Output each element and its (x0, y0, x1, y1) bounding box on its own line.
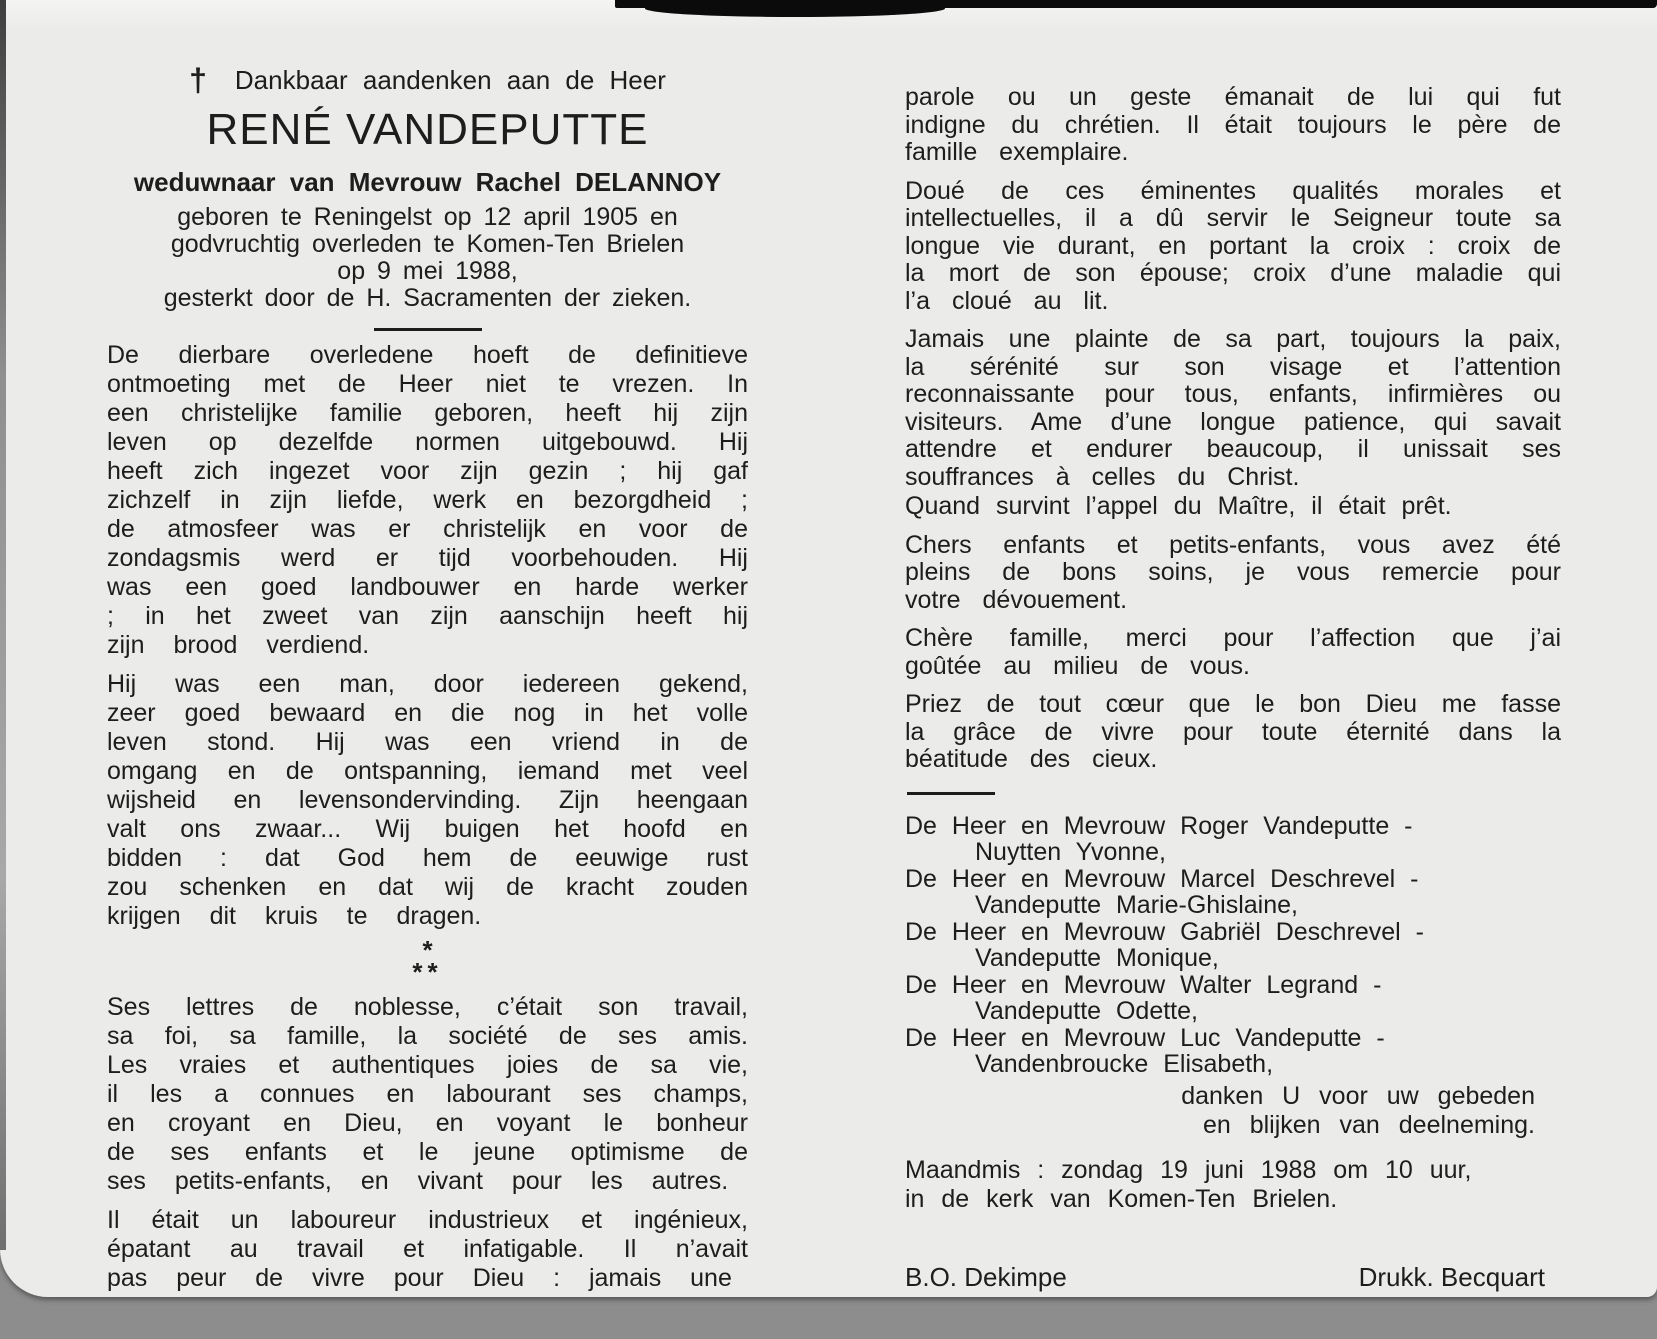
paragraph: Ses lettres de noblesse, c’était son travail, sa foi, sa famille, la société de ses amis. Les vraies et authentiques joies de sa vie, il les a connues en labourant ses champs, en croyant en Dieu, en voyant le bonheur de ses enfants et le jeune optimisme de ses petits-enfants, en vivant pour les autres. (107, 993, 748, 1195)
life-line: gesterkt door de H. Sacramenten der zieken. (163, 284, 692, 312)
relation-line: weduwnaar van Mevrouw Rachel DELANNOY (133, 167, 722, 197)
life-dates-block (107, 204, 748, 312)
paragraph: Jamais une plainte de sa part, toujours la paix, la sérénité sur son visage et l’attention reconnaissante pour tous, enfants, infirmières ou visiteurs. Ame d’une longue patience, qui savait attendre et endurer beaucoup, il unissait ses souffrances à celles du Christ. (905, 325, 1561, 491)
cross-icon: † (189, 62, 207, 98)
printer-imprint: Drukk. Becquart (1358, 1262, 1545, 1292)
thanks-line: danken U voor uw gebeden (1181, 1081, 1535, 1110)
family-spouse: Vandeputte Monique, (975, 944, 1219, 972)
paragraph: Doué de ces éminentes qualités morales et intellectuelles, il a dû servir le Seigneur toute sa longue vie durant, en portant la croix : croix de la mort de son épouse; croix d’une maladie qui l’a cloué au lit. (905, 176, 1561, 315)
mass-line: Maandmis : zondag 19 juni 1988 om 10 uur, (905, 1155, 1472, 1184)
family-entry (905, 919, 1561, 972)
dedication-line (107, 60, 748, 97)
family-spouse: Vandeputte Odette, (975, 997, 1198, 1025)
life-line: godvruchtig overleden te Komen-Ten Brielen (170, 230, 685, 258)
paragraph: Priez de tout cœur que le bon Dieu me fasse la grâce de vivre pour toute éternité dans la béatitude des cieux. (905, 690, 1561, 773)
paragraph: Quand survint l’appel du Maître, il était prêt. (905, 492, 1452, 520)
family-couple: De Heer en Mevrouw Luc Vandeputte - (905, 1023, 1385, 1052)
deceased-name: RENÉ VANDEPUTTE (206, 105, 649, 154)
paragraph: De dierbare overledene hoeft de definitieve ontmoeting met de Heer niet te vrezen. In een christelijke familie geboren, heeft hij zijn leven op dezelfde normen uitgebouwd. Hij heeft zich ingezet voor zijn gezin ; hij gaf zichzelf in zijn liefde, werk en bezorgdheid ; de atmosfeer was er christelijk en voor de zondagsmis werd er tijd voorbehouden. Hij was een goed landbouwer en harde werker ; in het zweet van zijn aanschijn heeft hij zijn brood verdiend. (107, 341, 748, 659)
asterisk-ornament (107, 935, 748, 987)
family-couple: De Heer en Mevrouw Marcel Deschrevel - (905, 864, 1419, 893)
ornament-top: * (422, 935, 433, 965)
publisher-imprint: B.O. Dekimpe (905, 1262, 1067, 1292)
scan-left-edge-artifact (0, 0, 6, 1250)
family-spouse: Vandeputte Marie-Ghislaine, (975, 891, 1298, 919)
family-entry (905, 972, 1561, 1025)
scan-edge-artifact-bump (645, 0, 945, 17)
thanks-block (905, 1082, 1561, 1140)
mass-announcement (905, 1156, 1561, 1214)
left-page (107, 60, 748, 1293)
paragraph: Chers enfants et petits-enfants, vous avez été pleins de bons soins, je vous remercie pour votre dévouement. (905, 530, 1561, 614)
mass-line: in de kerk van Komen-Ten Brielen. (905, 1184, 1338, 1213)
life-line: op 9 mei 1988, (337, 257, 518, 285)
family-couple: De Heer en Mevrouw Gabriël Deschrevel - (905, 917, 1425, 946)
family-list (905, 813, 1561, 1078)
family-entry (905, 813, 1561, 866)
family-spouse: Vandenbroucke Elisabeth, (975, 1050, 1274, 1078)
paragraph: Chère famille, merci pour l’affection que j’ai goûtée au milieu de vous. (905, 624, 1561, 680)
life-line: geboren te Reningelst op 12 april 1905 en (177, 203, 678, 231)
family-couple: De Heer en Mevrouw Walter Legrand - (905, 970, 1382, 999)
family-entry (905, 1025, 1561, 1078)
family-couple: De Heer en Mevrouw Roger Vandeputte - (905, 811, 1413, 840)
section-divider (907, 792, 995, 795)
family-entry (905, 866, 1561, 919)
thanks-line: en blijken van deelneming. (1202, 1110, 1535, 1139)
right-page (905, 84, 1561, 1214)
paragraph: Il était un laboureur industrieux et ingénieux, épatant au travail et infatigable. Il n’avait pas peur de vivre pour Dieu : jamais une (107, 1206, 748, 1292)
paragraph: parole ou un geste émanait de lui qui fut indigne du chrétien. Il était toujours le père de famille exemplaire. (905, 83, 1561, 166)
section-divider (374, 328, 482, 331)
paragraph: Hij was een man, door iedereen gekend, zeer goed bewaard en die nog in het volle leven stond. Hij was een vriend in de omgang en de ontspanning, iemand met veel wijsheid en levensondervinding. Zijn heengaan valt ons zwaar... Wij buigen het hoofd en bidden : dat God hem de eeuwige rust zou schenken en dat wij de kracht zouden krijgen dit kruis te dragen. (107, 670, 748, 930)
ornament-bottom: ** (412, 957, 443, 987)
dedication-text: Dankbaar aandenken aan de Heer (234, 65, 666, 95)
family-spouse: Nuytten Yvonne, (975, 838, 1167, 866)
